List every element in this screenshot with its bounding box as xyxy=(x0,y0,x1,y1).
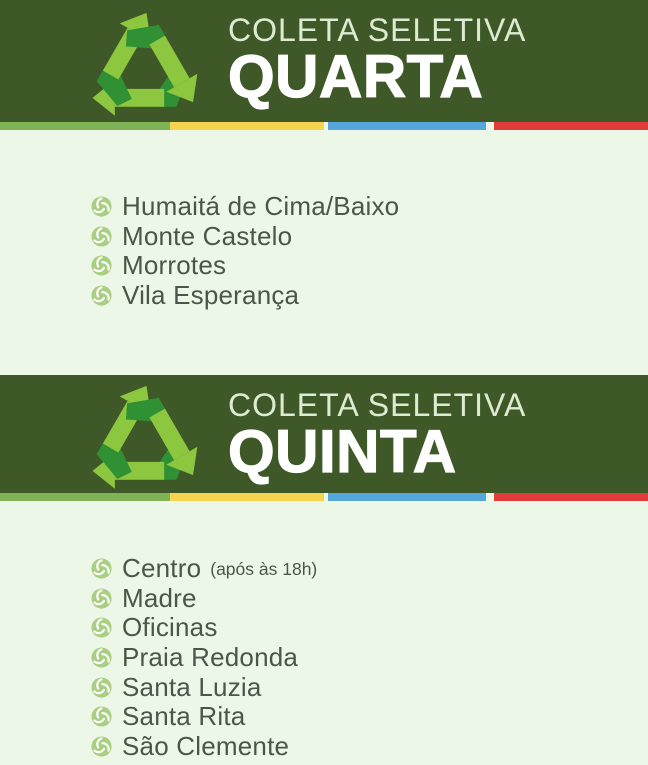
banner-kicker: COLETA SELETIVA xyxy=(228,12,527,48)
stripe-segment-blue xyxy=(328,493,486,501)
recycle-bullet-icon xyxy=(90,587,113,610)
recycle-bullet-icon xyxy=(90,705,113,728)
neighborhood-label: Centro xyxy=(122,553,202,584)
recycle-bullet-icon xyxy=(90,254,113,277)
stripe-segment-yellow xyxy=(170,122,324,130)
list-item xyxy=(90,702,648,732)
list-item xyxy=(90,584,648,614)
banner xyxy=(0,375,648,493)
neighborhood-label: Praia Redonda xyxy=(122,642,299,673)
banner xyxy=(0,0,648,122)
quarta-section xyxy=(0,0,648,375)
banner-titles xyxy=(228,12,527,110)
list-item xyxy=(90,251,648,281)
stripe-segment-red xyxy=(494,493,648,501)
stripe-segment-yellow xyxy=(170,493,324,501)
recycle-bullet-icon xyxy=(90,225,113,248)
stripe-segment-green xyxy=(0,493,170,501)
color-stripe xyxy=(0,122,648,130)
recycle-icon xyxy=(88,379,200,491)
neighborhood-label: Morrotes xyxy=(122,250,227,281)
banner-titles xyxy=(228,387,527,485)
neighborhood-label: Humaitá de Cima/Baixo xyxy=(122,191,400,222)
recycle-bullet-icon xyxy=(90,646,113,669)
neighborhood-list xyxy=(0,130,648,375)
recycle-icon xyxy=(88,6,200,118)
recycle-bullet-icon xyxy=(90,557,113,580)
time-note: (após às 18h) xyxy=(210,559,318,580)
neighborhood-label: Vila Esperança xyxy=(122,280,300,311)
color-stripe xyxy=(0,493,648,501)
banner-kicker: COLETA SELETIVA xyxy=(228,387,527,423)
neighborhood-list xyxy=(0,501,648,765)
list-item xyxy=(90,192,648,222)
neighborhood-label: Monte Castelo xyxy=(122,220,293,251)
neighborhood-label: Santa Luzia xyxy=(122,671,262,702)
banner-day-title: QUINTA xyxy=(228,418,457,485)
stripe-gap xyxy=(486,493,494,501)
recycle-bullet-icon xyxy=(90,676,113,699)
stripe-segment-green xyxy=(0,122,170,130)
quinta-section xyxy=(0,375,648,765)
stripe-gap xyxy=(486,122,494,130)
neighborhood-label: Madre xyxy=(122,582,197,613)
list-item xyxy=(90,222,648,252)
recycle-bullet-icon xyxy=(90,284,113,307)
banner-day-title: QUARTA xyxy=(228,43,484,110)
list-item xyxy=(90,643,648,673)
stripe-segment-blue xyxy=(328,122,486,130)
list-item xyxy=(90,732,648,762)
recycle-bullet-icon xyxy=(90,616,113,639)
recycle-bullet-icon xyxy=(90,735,113,758)
neighborhood-label: Santa Rita xyxy=(122,701,246,732)
stripe-segment-red xyxy=(494,122,648,130)
neighborhood-label: Oficinas xyxy=(122,612,218,643)
list-item xyxy=(90,281,648,311)
list-item xyxy=(90,554,648,584)
list-item xyxy=(90,672,648,702)
list-item xyxy=(90,613,648,643)
recycle-bullet-icon xyxy=(90,195,113,218)
neighborhood-label: São Clemente xyxy=(122,730,290,761)
